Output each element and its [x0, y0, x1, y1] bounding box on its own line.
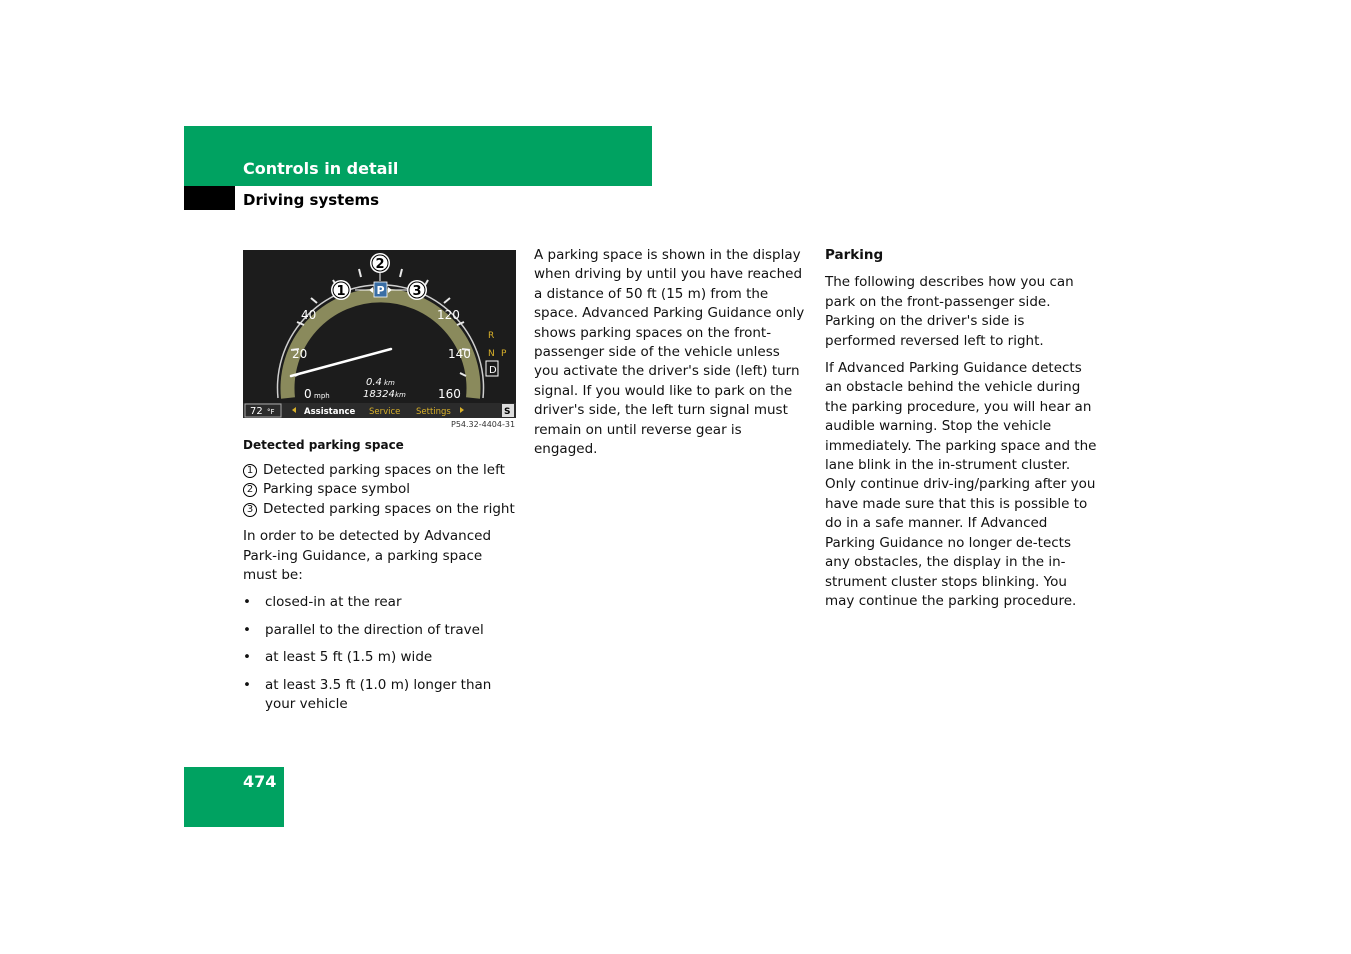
list-item: • parallel to the direction of travel: [243, 621, 518, 640]
obstacle-warning: If Advanced Parking Guidance detects an obstacle behind the vehicle during the parking procedure, you will hear an audible warning. Stop the vehicle immediately. The parking space and the lane blink in the in-strument cluster. Only continue driv-ing/parking after you have made sure that this is possible to do in a safe manner. If Advanced Parking Guidance no longer de-tects any obstacles, the display in the in-strument cluster stops blinking. You may continue the parking procedure.: [825, 360, 1097, 609]
section-tab-marker: [184, 186, 235, 210]
legend-number-1: 1: [243, 464, 257, 478]
legend-number-3: 3: [243, 503, 257, 517]
odometer-unit: km: [395, 391, 406, 399]
column-1: [243, 461, 518, 722]
requirements-list: [243, 593, 518, 714]
parking-heading: Parking: [825, 247, 884, 263]
figure-code: P54.32-4404-31: [451, 420, 516, 429]
section-title: Driving systems: [243, 191, 380, 209]
speed-label-140: 140: [448, 347, 471, 361]
speed-label-160: 160: [438, 387, 461, 401]
gear-r: R: [488, 331, 495, 341]
temp-value: 72: [250, 406, 263, 417]
list-item: • closed-in at the rear: [243, 593, 518, 612]
trip-unit: km: [384, 379, 395, 387]
park-symbol-label: P: [376, 284, 385, 297]
speed-label-40: 40: [301, 308, 317, 322]
legend-text-1: Detected parking spaces on the left: [263, 462, 505, 478]
menu-service: Service: [369, 407, 401, 417]
legend-item-3: [243, 500, 518, 519]
speed-label-120: 120: [437, 308, 460, 322]
speed-unit: mph: [314, 392, 330, 400]
legend-item-1: [243, 461, 518, 480]
menu-assistance: Assistance: [304, 407, 356, 417]
odometer-value: 18324: [363, 389, 395, 400]
instrument-cluster-illustration: [243, 250, 516, 418]
callout-2: [370, 253, 390, 273]
gear-p: P: [501, 349, 507, 359]
callout-2-label: 2: [375, 257, 385, 272]
page-number: 474: [243, 772, 277, 791]
gear-n: N: [488, 349, 495, 359]
chapter-title: Controls in detail: [243, 159, 399, 178]
list-item: • at least 5 ft (1.5 m) wide: [243, 648, 518, 667]
speed-label-20: 20: [292, 347, 308, 361]
speed-label-0: 0: [304, 387, 312, 401]
column-3: [825, 246, 1098, 619]
callout-1-label: 1: [336, 284, 346, 299]
temp-unit: °F: [267, 408, 275, 416]
trip-value: 0.4: [366, 377, 382, 388]
requirements-intro: In order to be detected by Advanced Park-ing Guidance, a parking space must be:: [243, 528, 492, 584]
legend-item-2: [243, 480, 518, 499]
gear-d: D: [489, 365, 497, 376]
instrument-cluster-figure: [243, 250, 516, 418]
list-item: • at least 3.5 ft (1.0 m) longer than your vehicle: [243, 676, 518, 715]
legend-number-2: 2: [243, 483, 257, 497]
callout-3-label: 3: [412, 284, 422, 299]
display-description: A parking space is shown in the display when driving by until you have reached a distance of 50 ft (15 m) from the space. Advanced Parking Guidance only shows parking spaces on the front-passenger side of the vehicle unless you activate the driver's side (left) turn signal. If you would like to park on the driver's side, the left turn signal must remain on until reverse gear is engaged.: [534, 247, 805, 458]
callout-3: [407, 280, 427, 300]
callout-1: [331, 280, 351, 300]
legend-text-3: Detected parking spaces on the right: [263, 500, 515, 517]
column-2: [534, 246, 806, 467]
parking-intro: The following describes how you can park on the front-passenger side. Parking on the driver's side is performed reversed left to right.: [825, 274, 1074, 349]
figure-caption: Detected parking space: [243, 438, 404, 452]
s-badge: S: [504, 407, 511, 417]
menu-settings: Settings: [416, 407, 451, 417]
legend-text-2: Parking space symbol: [263, 481, 410, 498]
